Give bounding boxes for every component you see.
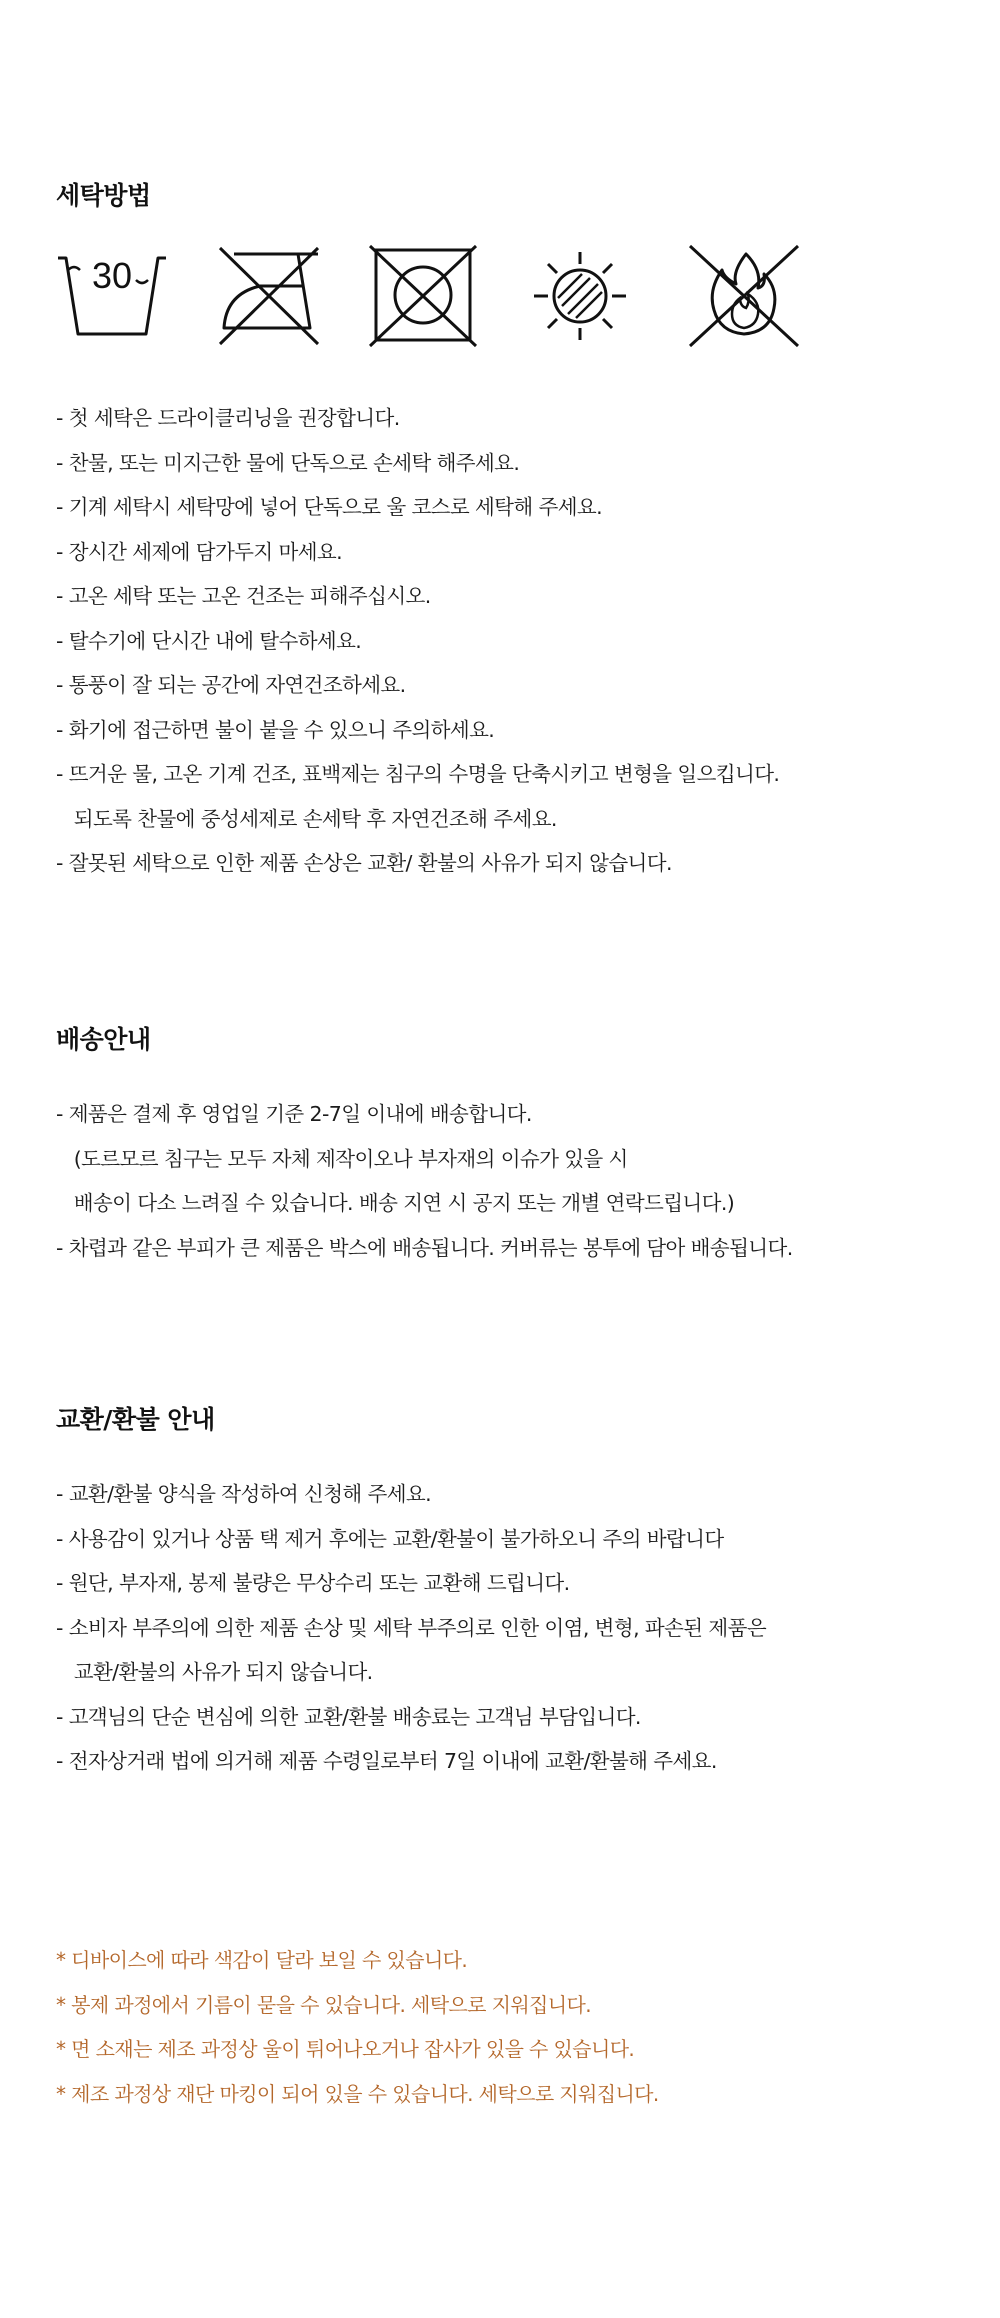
shipping-section <box>56 1022 960 1058</box>
care-icons <box>56 244 796 348</box>
note-line: * 면 소재는 제조 과정상 울이 튀어나오거나 잡사가 있을 수 있습니다. <box>56 2037 635 2061</box>
notes-section <box>56 1938 960 2116</box>
note-line: * 디바이스에 따라 색감이 달라 보일 수 있습니다. <box>56 1948 468 1972</box>
care-line: - 뜨거운 물, 고온 기계 건조, 표백제는 침구의 수명을 단축시키고 변형을 일으킵니다. <box>56 762 780 786</box>
care-line: - 장시간 세제에 담가두지 마세요. <box>56 539 343 564</box>
shipping-title: 배송안내 <box>56 1025 151 1054</box>
exchange-info <box>56 1472 960 1784</box>
exchange-line: - 전자상거래 법에 의거해 제품 수령일로부터 7일 이내에 교환/환불해 주세요. <box>56 1749 717 1773</box>
care-line: - 화기에 접근하면 불이 붙을 수 있으니 주의하세요. <box>56 717 495 742</box>
shipping-info <box>56 1092 960 1270</box>
care-section <box>56 178 960 214</box>
shipping-line: 배송이 다소 느려질 수 있습니다. 배송 지연 시 공지 또는 개별 연락드립니다.) <box>56 1191 735 1215</box>
notes-list <box>56 1938 960 2116</box>
care-line: - 통풍이 잘 되는 공간에 자연건조하세요. <box>56 673 406 697</box>
exchange-line: - 고객님의 단순 변심에 의한 교환/환불 배송료는 고객님 부담입니다. <box>56 1704 641 1729</box>
care-line: - 첫 세탁은 드라이클리닝을 권장합니다. <box>56 406 400 430</box>
no-fire-icon <box>688 244 800 348</box>
care-line: - 탈수기에 단시간 내에 탈수하세요. <box>56 628 362 653</box>
care-line: - 찬물, 또는 미지근한 물에 단독으로 손세탁 해주세요. <box>56 450 520 475</box>
shipping-line: - 제품은 결제 후 영업일 기준 2-7일 이내에 배송합니다. <box>56 1102 532 1126</box>
no-iron-icon <box>214 244 326 348</box>
wash-30-icon <box>56 244 168 348</box>
exchange-list <box>56 1472 960 1784</box>
care-list <box>56 396 960 886</box>
note-line: * 봉제 과정에서 기름이 묻을 수 있습니다. 세탁으로 지워집니다. <box>56 1992 591 2017</box>
wash-temperature: 30 <box>91 255 133 296</box>
care-line: 되도록 찬물에 중성세제로 손세탁 후 자연건조해 주세요. <box>56 806 557 831</box>
care-title: 세탁방법 <box>56 181 151 210</box>
care-line: - 잘못된 세탁으로 인한 제품 손상은 교환/ 환불의 사유가 되지 않습니다. <box>56 851 672 875</box>
exchange-line: 교환/환불의 사유가 되지 않습니다. <box>56 1660 373 1684</box>
dry-in-shade-icon <box>524 244 636 348</box>
exchange-line: - 소비자 부주의에 의한 제품 손상 및 세탁 부주의로 인한 이염, 변형, 파손된 제품은 <box>56 1615 767 1640</box>
shipping-line: (도르모르 침구는 모두 자체 제작이오나 부자재의 이슈가 있을 시 <box>56 1146 628 1171</box>
exchange-line: - 교환/환불 양식을 작성하여 신청해 주세요. <box>56 1482 432 1506</box>
exchange-line: - 원단, 부자재, 봉제 불량은 무상수리 또는 교환해 드립니다. <box>56 1571 570 1595</box>
exchange-title: 교환/환불 안내 <box>56 1405 215 1434</box>
exchange-line: - 사용감이 있거나 상품 택 제거 후에는 교환/환불이 불가하오니 주의 바랍니다 <box>56 1526 724 1551</box>
care-line: - 기계 세탁시 세탁망에 넣어 단독으로 울 코스로 세탁해 주세요. <box>56 495 603 519</box>
no-tumble-dry-icon <box>368 244 480 348</box>
exchange-section <box>56 1402 960 1438</box>
care-line: - 고온 세탁 또는 고온 건조는 피해주십시오. <box>56 584 431 608</box>
shipping-list <box>56 1092 960 1270</box>
shipping-line: - 차렵과 같은 부피가 큰 제품은 박스에 배송됩니다. 커버류는 봉투에 담아 배송됩니다. <box>56 1235 793 1260</box>
care-instructions <box>56 396 960 886</box>
note-line: * 제조 과정상 재단 마킹이 되어 있을 수 있습니다. 세탁으로 지워집니다. <box>56 2081 659 2106</box>
